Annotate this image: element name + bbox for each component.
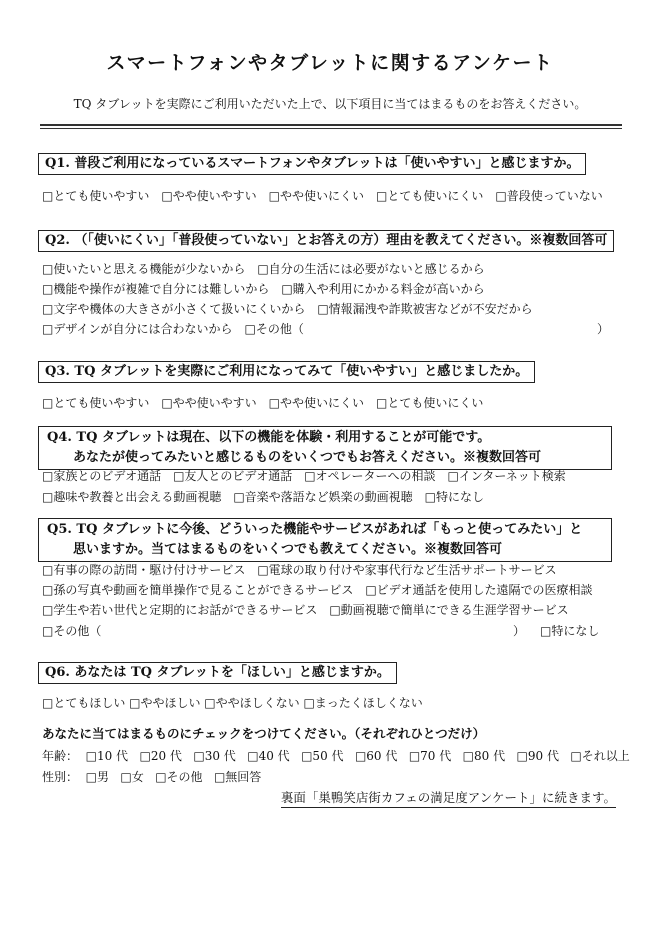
q2-question: Q2. （「使いにくい」「普段使っていない」とお答えの方）理由を教えてください。※複数回答可 [38, 230, 614, 252]
page-title: スマートフォンやタブレットに関するアンケート [106, 52, 554, 74]
q5-question-box [38, 518, 612, 562]
age-options[interactable]: 年齢： □10 代 □20 代 □30 代 □40 代 □50 代 □60 代 □70 代 □80 代 □90 代 □それ以上 [42, 749, 630, 763]
q2-option-line-4[interactable]: □デザインが自分には合わないから □その他（ [42, 322, 304, 336]
q5-option-line-3[interactable]: □学生や若い世代と定期的にお話ができるサービス □動画視聴で簡単にできる生涯学習サービス [42, 603, 569, 617]
divider-thick [40, 124, 622, 126]
q5-question-line-1: Q5. TQ タブレットに今後、どういった機能やサービスがあれば「もっと使ってみたい」と [47, 522, 583, 537]
q5-other-close: ） [513, 624, 526, 638]
q5-option-line-2[interactable]: □孫の写真や動画を簡単操作で見ることができるサービス □ビデオ通話を使用した遠隔での医療相談 [42, 583, 593, 597]
q2-option-line-3[interactable]: □文字や機体の大きさが小さくて扱いにくいから □情報漏洩や詐欺被害などが不安だから [42, 302, 533, 316]
q5-question-line-2: 思いますか。当てはまるものをいくつでも教えてください。※複数回答可 [73, 542, 503, 557]
q5-option-line-4[interactable]: □その他（ [42, 624, 102, 638]
q4-question-box [38, 426, 612, 470]
q2-other-close: ） [597, 322, 610, 336]
q3-question: Q3. TQ タブレットを実際にご利用になってみて「使いやすい」と感じましたか。 [38, 361, 535, 383]
q1-options[interactable]: □とても使いやすい □やや使いやすい □やや使いにくい □とても使いにくい □普段使っていない [42, 189, 603, 203]
q6-options[interactable]: □とてもほしい □ややほしい □ややほしくない □まったくほしくない [42, 696, 423, 710]
q5-none-option[interactable]: □特になし [540, 624, 600, 638]
q5-option-line-1[interactable]: □有事の際の訪問・駆け付けサービス □電球の取り付けや家事代行など生活サポートサービス [42, 563, 557, 577]
divider-thin [40, 128, 622, 129]
q4-question-line-2: あなたが使ってみたいと感じるものをいくつでもお答えください。※複数回答可 [73, 450, 542, 465]
q4-option-line-1[interactable]: □家族とのビデオ通話 □友人とのビデオ通話 □オペレーターへの相談 □インターネット検索 [42, 469, 566, 483]
q6-question: Q6. あなたは TQ タブレットを「ほしい」と感じますか。 [38, 662, 397, 684]
q4-question-line-1: Q4. TQ タブレットは現在、以下の機能を体験・利用することが可能です。 [47, 430, 491, 445]
demographics-heading: あなたに当てはまるものにチェックをつけてください。（それぞれひとつだけ） [42, 726, 486, 741]
intro-text: TQ タブレットを実際にご利用いただいた上で、以下項目に当てはまるものをお答えください。 [73, 97, 587, 111]
q4-option-line-2[interactable]: □趣味や教養と出会える動画視聴 □音楽や落語など娯楽の動画視聴 □特になし [42, 490, 485, 504]
q3-options[interactable]: □とても使いやすい □やや使いやすい □やや使いにくい □とても使いにくい [42, 396, 484, 410]
gender-options[interactable]: 性別： □男 □女 □その他 □無回答 [42, 770, 262, 784]
q2-option-line-2[interactable]: □機能や操作が複雑で自分には難しいから □購入や利用にかかる料金が高いから [42, 282, 485, 296]
continue-note: 裏面「巣鴨笑店街カフェの満足度アンケート」に続きます。 [281, 789, 616, 808]
q1-question: Q1. 普段ご利用になっているスマートフォンやタブレットは「使いやすい」と感じますか。 [38, 153, 586, 175]
q2-option-line-1[interactable]: □使いたいと思える機能が少ないから □自分の生活には必要がないと感じるから [42, 262, 485, 276]
